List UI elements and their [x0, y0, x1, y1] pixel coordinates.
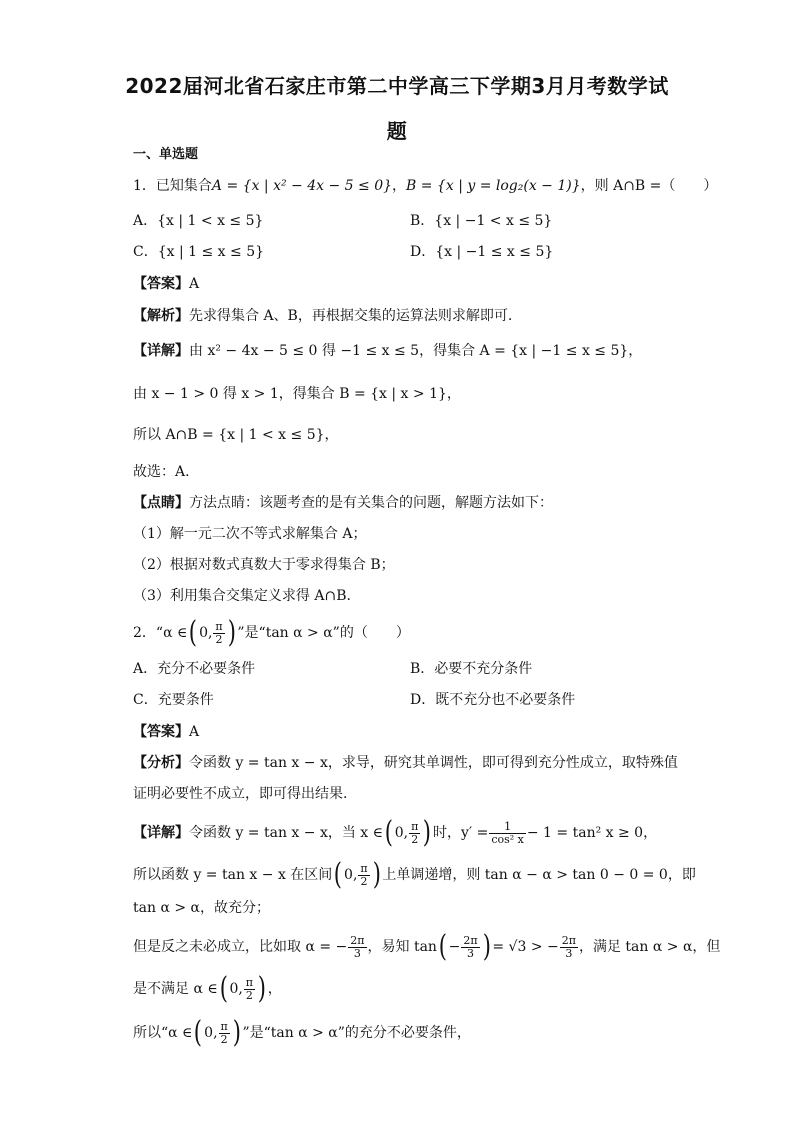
q2-analysis-text1: 令函数 y = tan x − x，求导，研究其单调性，即可得到充分性成立，取特殊值 [189, 755, 678, 771]
q2-answer-value: A [189, 724, 200, 740]
q2-detail-text1a: 令函数 y = tan x − x，当 x ∈ [189, 825, 384, 841]
q1-detail-line1 [133, 341, 642, 361]
q1-set-b: B = {x | y = log₂(x − 1)} [406, 178, 581, 194]
q1-set-a: A = {x | x² − 4x − 5 ≤ 0} [211, 178, 393, 194]
section-heading: 一、单选题 [133, 147, 199, 162]
q1-stem [133, 176, 717, 196]
q2-detail-text5a: 是不满足 α ∈ [133, 981, 218, 997]
q2-detail-line1: 【详解】令函数 y = tan x − x，当 x ∈( 0, $\frac{\pi}{2}$ ) 时，y′ = $\frac{1}{\text{cos² x}}$ − 1 = tan² x ≥ 0， [133, 815, 658, 850]
q2-detail-text2b: 上单调递增，则 tan α − α > tan 0 − 0 = 0，即 [382, 867, 696, 883]
q2-stem-mid: ”是“tan α > α”的（ ） [237, 625, 410, 641]
q2-answer-tag: 【答案】 [133, 724, 189, 740]
q2-analysis-line2: 证明必要性不成立，即可得出结果. [133, 786, 348, 802]
q2-detail-tag: 【详解】 [133, 825, 189, 841]
q1-step3: （3）利用集合交集定义求得 A∩B. [133, 588, 351, 604]
q1-step2: （2）根据对数式真数大于零求得集合 B； [133, 557, 395, 573]
q1-answer-value: A [189, 276, 200, 292]
q2-detail-line3: tan α > α，故充分； [133, 900, 270, 916]
q2-option-d: D．既不充分也不必要条件 [410, 692, 576, 708]
q2-detail-text6b: ”是“tan α > α”的充分不必要条件， [242, 1025, 471, 1041]
q2-option-a: A．充分不必要条件 [133, 661, 256, 677]
q2-stem: 2．“α ∈( 0, $\frac{\pi}{2}$ ) ”是“tan α > α”的（ ） [133, 615, 410, 650]
q1-option-d: D．{x | −1 ≤ x ≤ 5} [410, 244, 554, 260]
q2-derivative-frac: $\frac{1}{\text{cos² x}}$ [491, 819, 524, 846]
q2-detail-text6a: 所以“α ∈ [133, 1025, 193, 1041]
q2-detail-text4b: ，易知 tan [367, 939, 437, 955]
q2-interval-frac: $\frac{\pi}{2}$ [215, 619, 223, 646]
q1-step1: （1）解一元二次不等式求解集合 A； [133, 526, 367, 542]
q1-stem-pre: 1．已知集合 [133, 178, 212, 194]
q2-detail-text4d: ，满足 tan α > α，但 [578, 939, 721, 955]
q2-answer [133, 722, 199, 742]
q2-interval-zero: 0, [199, 625, 213, 641]
q1-detail-line3: 所以 A∩B = {x | 1 < x ≤ 5}， [133, 427, 339, 443]
q2-detail-text2a: 所以函数 y = tan x − x 在区间 [133, 867, 333, 883]
q2-analysis-tag: 【分析】 [133, 755, 189, 771]
q2-detail-text5b: ， [267, 981, 282, 997]
q2-analysis-line1 [133, 753, 678, 773]
q2-detail-text1c: − 1 = tan² x ≥ 0， [526, 825, 658, 841]
q2-option-c: C．充要条件 [133, 692, 214, 708]
q2-detail-line4: 但是反之未必成立，比如取 α = − $\frac{2\pi}{3}$ ，易知 tan( − $\frac{2\pi}{3}$ ) = √3 > − $\frac{2\pi}{3}$ ，满足 tan α > α，但 [133, 929, 721, 964]
q1-comment-tag: 【点睛】 [133, 495, 189, 511]
q2-detail-text4c: = √3 > − [492, 939, 559, 955]
q1-detail-line2: 由 x − 1 > 0 得 x > 1，得集合 B = {x | x > 1}， [133, 386, 461, 402]
q2-stem-pre: 2．“α ∈ [133, 625, 188, 641]
q1-answer [133, 274, 199, 294]
q1-option-a: A．{x | 1 < x ≤ 5} [133, 213, 264, 229]
q1-option-c: C．{x | 1 ≤ x ≤ 5} [133, 244, 265, 260]
q1-option-b: B．{x | −1 < x ≤ 5} [410, 213, 553, 229]
q1-analysis-tag: 【解析】 [133, 308, 189, 324]
doc-title-line1: 2022届河北省石家庄市第二中学高三下学期3月月考数学试 [125, 74, 669, 98]
doc-title-line2: 题 [386, 119, 408, 143]
q2-detail-line6: 所以“α ∈( 0, $\frac{\pi}{2}$ ) ”是“tan α > α”的充分不必要条件， [133, 1015, 471, 1050]
q1-analysis [133, 306, 512, 326]
q1-answer-tag: 【答案】 [133, 276, 189, 292]
q1-comment [133, 493, 553, 513]
q1-comment-text: 方法点睛：该题考查的是有关集合的问题，解题方法如下： [189, 495, 553, 511]
q2-detail-line2: 所以函数 y = tan x − x 在区间( 0, $\frac{\pi}{2}$ ) 上单调递增，则 tan α − α > tan 0 − 0 = 0，即 [133, 857, 696, 892]
q2-detail-text1b: 时，y′ = [433, 825, 489, 841]
q2-detail-line5: 是不满足 α ∈( 0, $\frac{\pi}{2}$ ) ， [133, 971, 282, 1006]
q1-comma: ， [392, 178, 407, 194]
q2-option-b: B．必要不充分条件 [410, 661, 533, 677]
q1-stem-post: ，则 A∩B =（ ） [580, 178, 718, 194]
q1-analysis-text: 先求得集合 A、B，再根据交集的运算法则求解即可. [189, 308, 513, 324]
q1-detail-tag: 【详解】 [133, 343, 189, 359]
q1-detail-text1: 由 x² − 4x − 5 ≤ 0 得 −1 ≤ x ≤ 5，得集合 A = {x | −1 ≤ x ≤ 5}， [189, 343, 643, 359]
q1-detail-line4: 故选：A. [133, 464, 190, 480]
q2-detail-text4a: 但是反之未必成立，比如取 α = − [133, 939, 348, 955]
